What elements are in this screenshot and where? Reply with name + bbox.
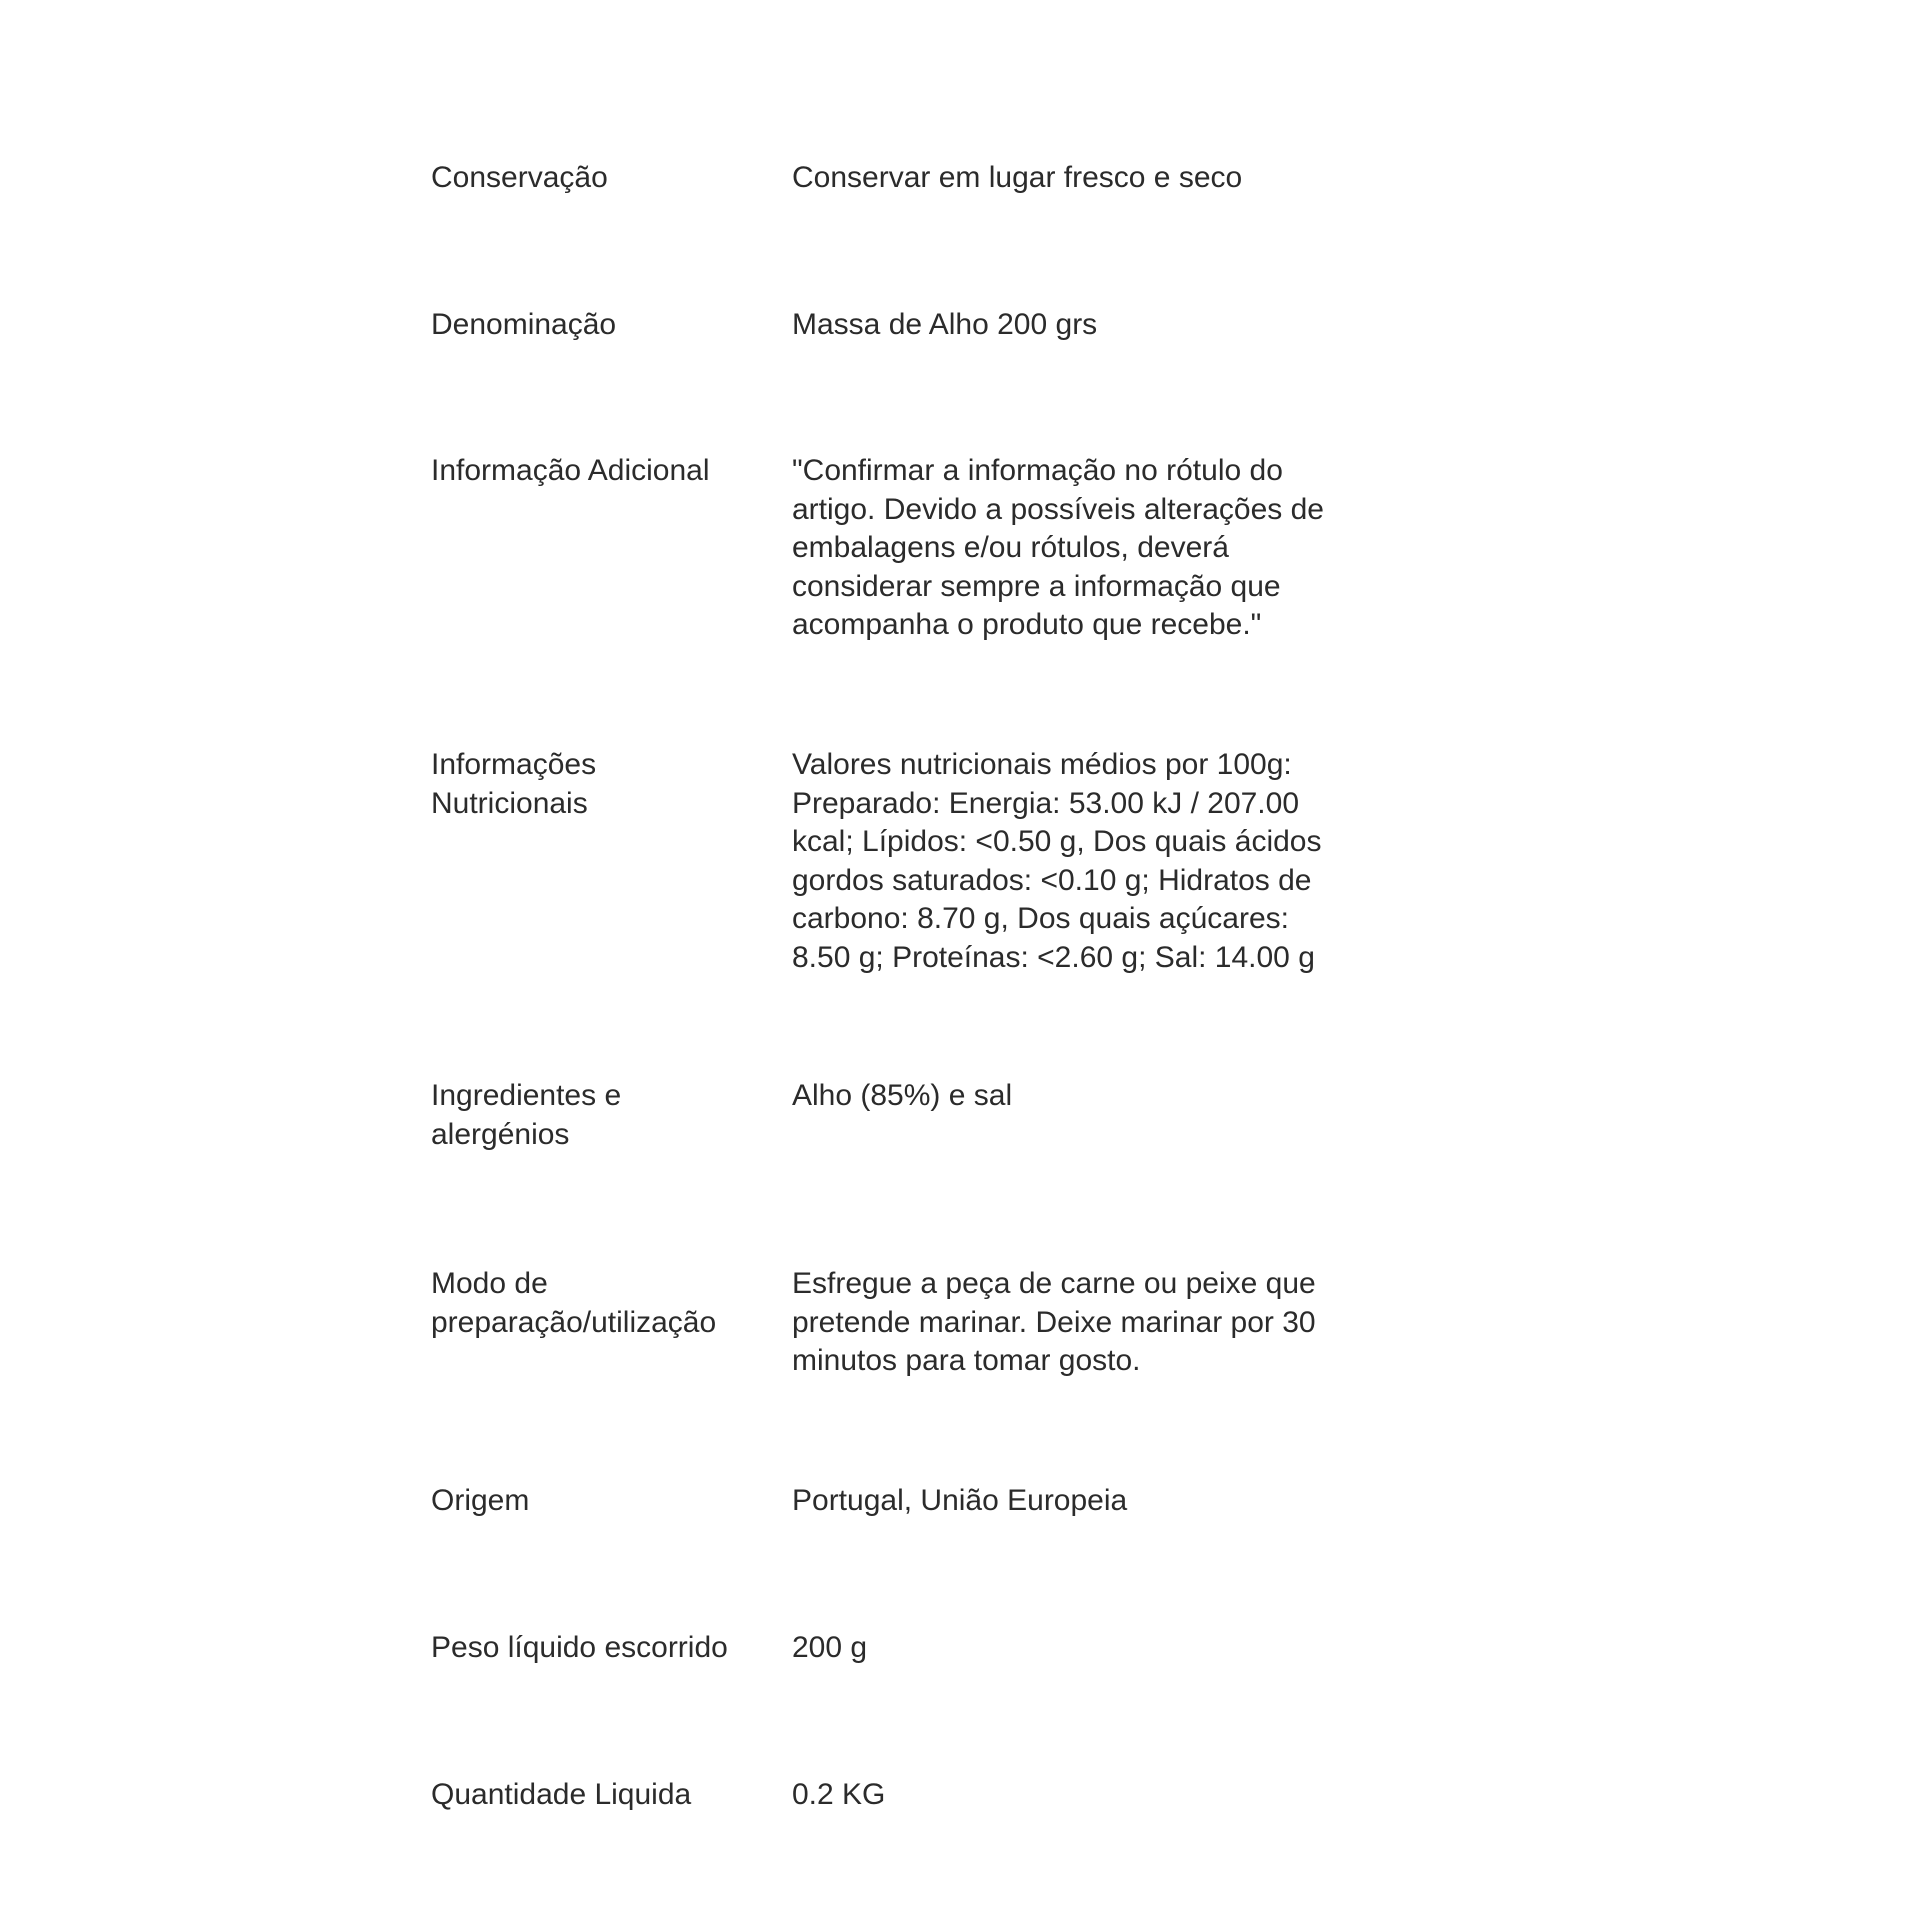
row-label: Ingredientes e alergénios [431, 1079, 622, 1151]
row-label: Modo de preparação/utilização [431, 1267, 717, 1339]
row-label: Conservação [431, 161, 608, 194]
row-label: Informação Adicional [431, 454, 710, 487]
row-value: Alho (85%) e sal [792, 1079, 1013, 1112]
row-label: Origem [431, 1484, 530, 1517]
row-value: 200 g [792, 1631, 868, 1664]
row-value: Massa de Alho 200 grs [792, 308, 1098, 341]
row-label: Informações Nutricionais [431, 748, 597, 820]
row-value: Esfregue a peça de carne ou peixe que pretende marinar. Deixe marinar por 30 minutos para tomar gosto. [792, 1267, 1316, 1377]
row-label: Peso líquido escorrido [431, 1631, 728, 1664]
row-value: 0.2 KG [792, 1778, 886, 1811]
row-value: Portugal, União Europeia [792, 1484, 1128, 1517]
row-label: Quantidade Liquida [431, 1778, 692, 1811]
row-label: Denominação [431, 308, 617, 341]
row-value: Valores nutricionais médios por 100g: Preparado: Energia: 53.00 kJ / 207.00 kcal; Lípidos: <0.50 g, Dos quais ácidos gordos saturados: <0.10 g; Hidratos de carbono: 8.70 g, Dos quais açúcares: 8.50 g; Proteínas: <2.60 g; Sal: 14.00 g [792, 748, 1322, 974]
row-value: Conservar em lugar fresco e seco [792, 161, 1243, 194]
row-value: "Confirmar a informação no rótulo do artigo. Devido a possíveis alterações de embalagens e/ou rótulos, deverá considerar sempre a informação que acompanha o produto que recebe." [792, 454, 1324, 641]
